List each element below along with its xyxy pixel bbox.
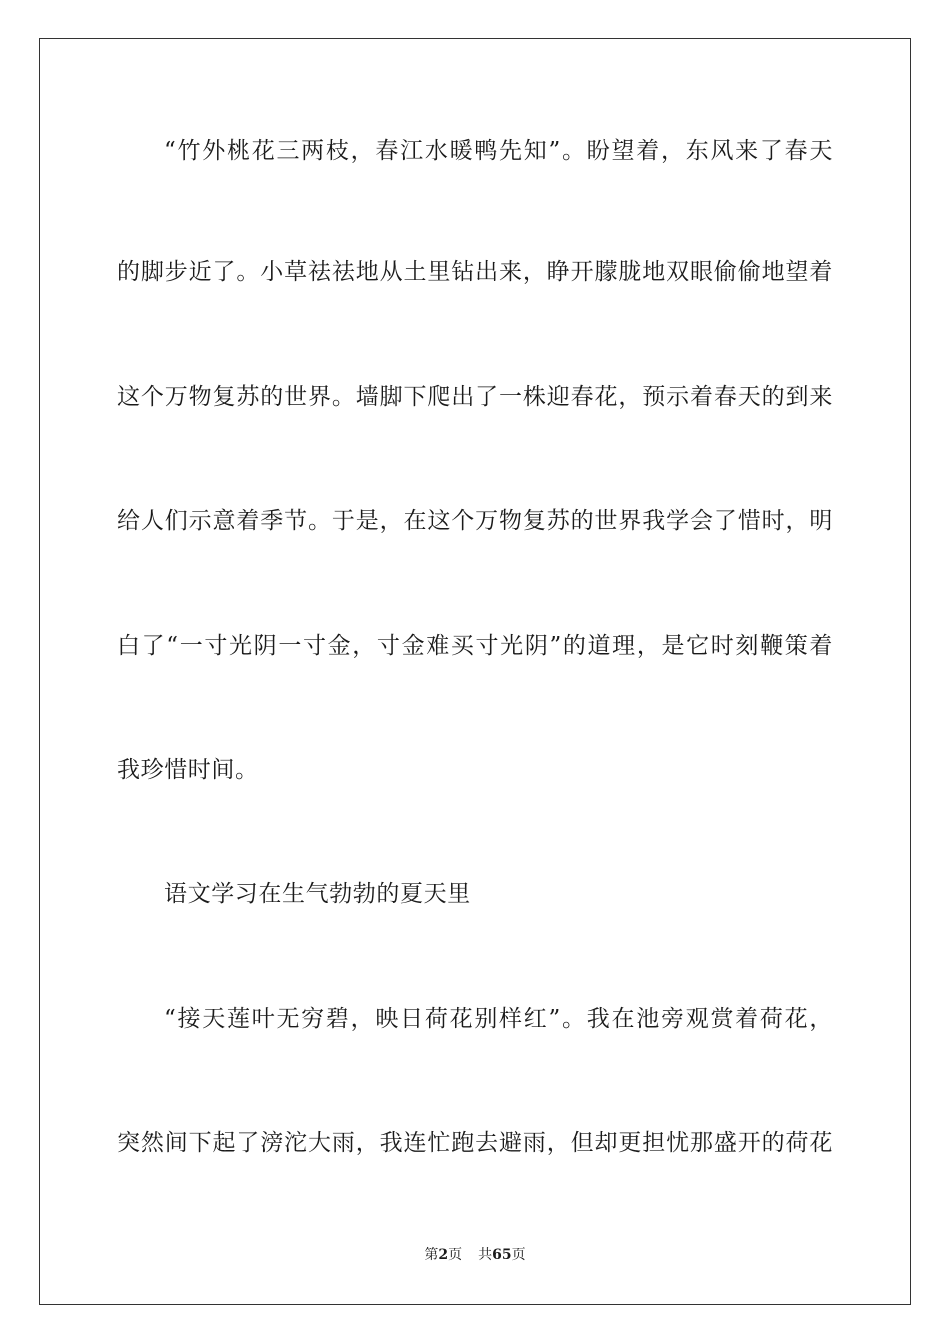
- paragraph-line-5: 白了“一寸光阴一寸金，寸金难买寸光阴”的道理，是它时刻鞭策着: [117, 633, 833, 659]
- paragraph-line-8: “接天莲叶无穷碧，映日荷花别样红”。我在池旁观赏着荷花，: [164, 1006, 833, 1032]
- total-prefix: 共: [478, 1247, 493, 1263]
- total-suffix: 页: [511, 1247, 526, 1263]
- page-number: 2: [438, 1247, 449, 1263]
- paragraph-line-4: 给人们示意着季节。于是，在这个万物复苏的世界我学会了惜时，明: [117, 508, 833, 534]
- total-pages: 65: [492, 1247, 512, 1263]
- paragraph-line-3: 这个万物复苏的世界。墙脚下爬出了一株迎春花，预示着春天的到来: [117, 384, 833, 410]
- paragraph-line-2: 的脚步近了。小草祛祛地从土里钻出来，睁开朦胧地双眼偷偷地望着: [117, 259, 833, 285]
- paragraph-line-6: 我珍惜时间。: [117, 757, 259, 783]
- paragraph-line-9: 突然间下起了滂沱大雨，我连忙跑去避雨，但却更担忧那盛开的荷花: [117, 1130, 833, 1156]
- page-border: [39, 38, 911, 1305]
- page-footer: [0, 1246, 950, 1264]
- section-heading: 语文学习在生气勃勃的夏天里: [164, 881, 471, 907]
- page-prefix: 第: [424, 1247, 439, 1263]
- paragraph-line-1: “竹外桃花三两枝，春江水暖鸭先知”。盼望着，东风来了春天: [164, 138, 833, 164]
- page-suffix: 页: [448, 1247, 463, 1263]
